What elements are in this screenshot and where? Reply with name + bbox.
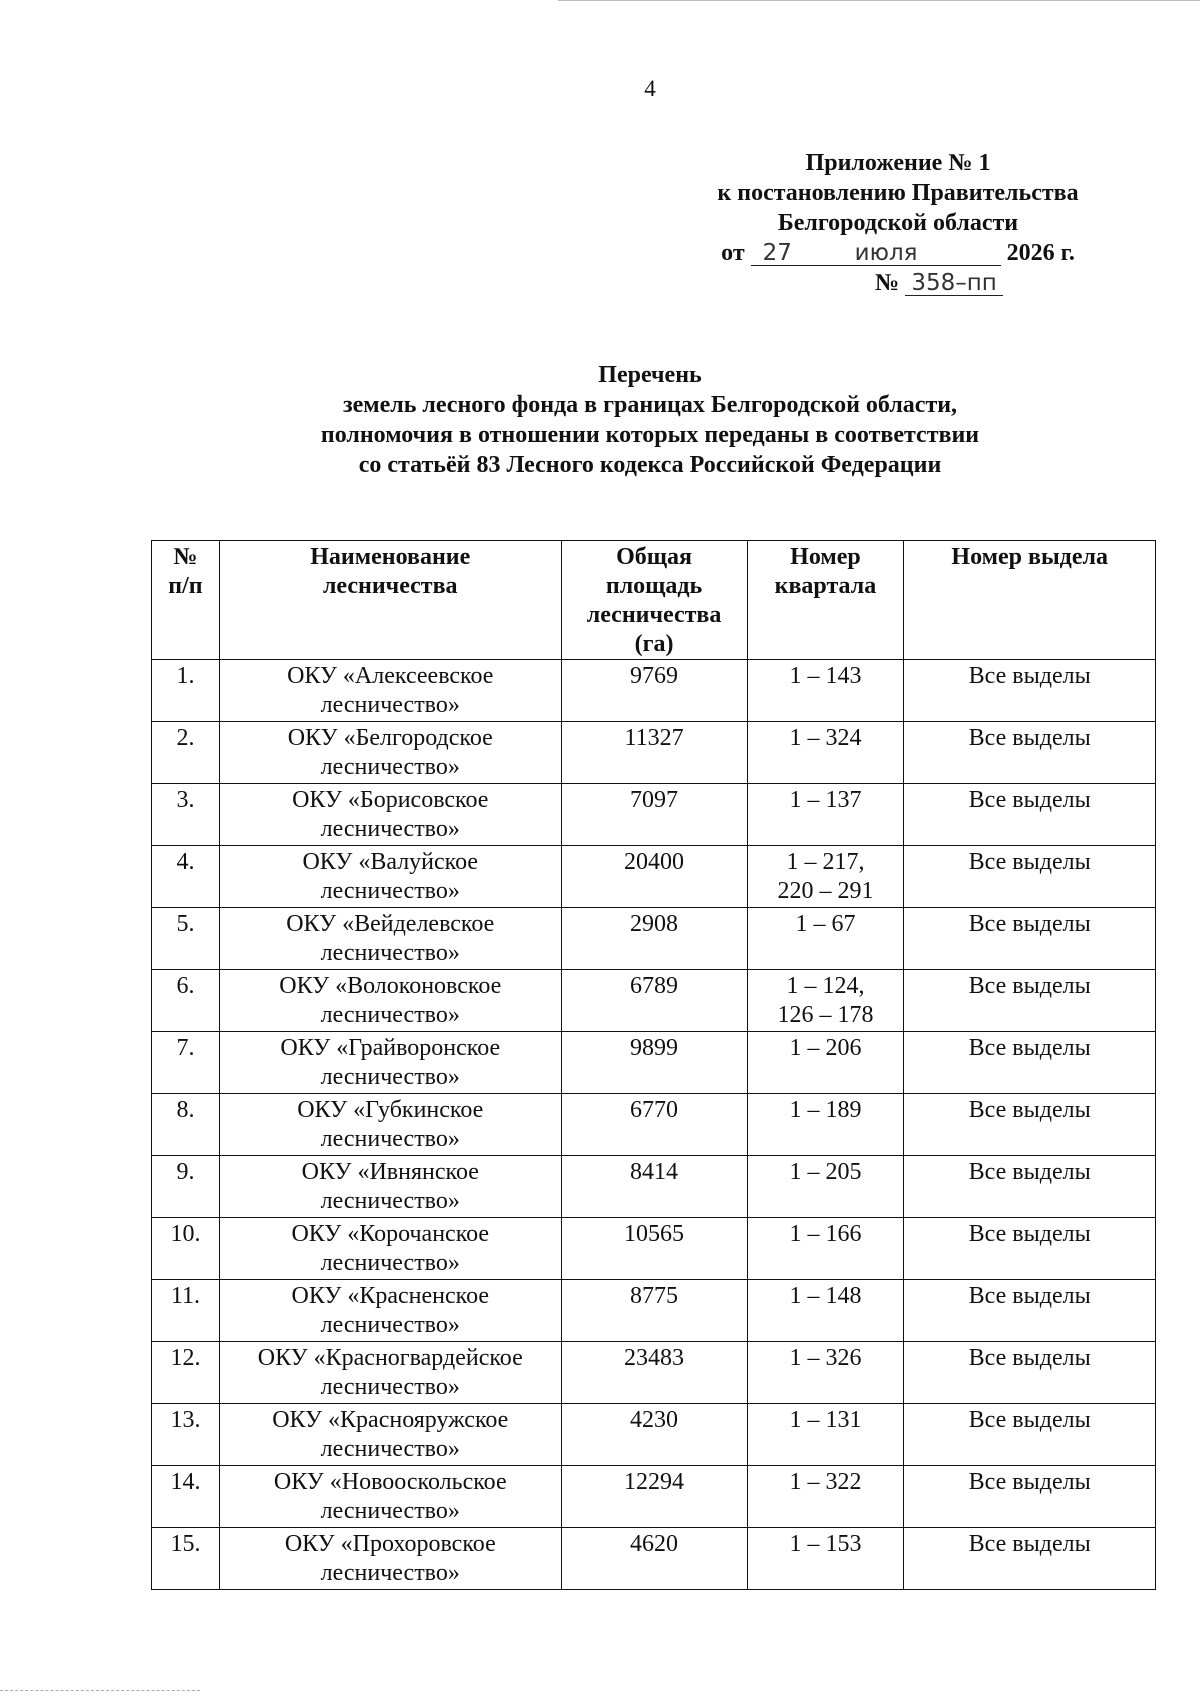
cell-text: Все выделы (968, 1531, 1091, 1557)
cell-text: Все выделы (968, 1097, 1091, 1123)
cell-allotment (904, 784, 1156, 846)
cell-name (219, 1032, 561, 1094)
cell-text: Все выделы (968, 973, 1091, 999)
title-line: земель лесного фонда в границах Белгородской области, (342, 392, 958, 418)
scan-edge-line (558, 0, 1200, 1)
cell-text: 1 – 148 (789, 1283, 862, 1309)
cell-text: Все выделы (968, 849, 1091, 875)
document-title (140, 360, 1160, 480)
cell-text: ОКУ «Грайворонское (280, 1035, 501, 1061)
cell-text: Все выделы (968, 1345, 1091, 1371)
cell-text: 9. (176, 1159, 195, 1185)
cell-text: 11327 (624, 725, 684, 751)
appendix-reference: к постановлению Правительства (717, 180, 1079, 206)
cell-text: 6789 (630, 973, 679, 999)
header-text: Номер (790, 544, 861, 570)
cell-text: лесничество» (320, 816, 460, 842)
cell-area (561, 1404, 747, 1466)
table-row (152, 1218, 1156, 1280)
cell-text: 10. (170, 1221, 201, 1247)
cell-num (152, 1156, 220, 1218)
cell-name (219, 1280, 561, 1342)
appendix-region: Белгородской области (777, 210, 1019, 236)
cell-name (219, 1094, 561, 1156)
header-text: площадь (605, 573, 703, 599)
cell-quarter (747, 1094, 904, 1156)
cell-text: 8775 (630, 1283, 679, 1309)
cell-quarter (747, 1218, 904, 1280)
cell-text: Все выделы (968, 1469, 1091, 1495)
cell-text: ОКУ «Новооскольское (273, 1469, 507, 1495)
cell-name (219, 1156, 561, 1218)
cell-text: Все выделы (968, 1159, 1091, 1185)
cell-text: 1 – 153 (789, 1531, 862, 1557)
cell-text: 10565 (624, 1221, 685, 1247)
header-text: № (173, 544, 198, 570)
cell-text: лесничество» (320, 1312, 460, 1338)
cell-quarter (747, 846, 904, 908)
cell-text: 1 – 206 (789, 1035, 862, 1061)
cell-num (152, 970, 220, 1032)
header-text: Наименование (310, 544, 471, 570)
cell-area (561, 1280, 747, 1342)
cell-allotment (904, 846, 1156, 908)
table-row (152, 722, 1156, 784)
cell-quarter (747, 1280, 904, 1342)
table-row (152, 846, 1156, 908)
cell-allotment (904, 1280, 1156, 1342)
cell-num (152, 1404, 220, 1466)
cell-name (219, 1218, 561, 1280)
cell-text: лесничество» (320, 1126, 460, 1152)
cell-allotment (904, 1466, 1156, 1528)
cell-text: 14. (170, 1469, 201, 1495)
cell-num (152, 908, 220, 970)
cell-text: 1 – 205 (789, 1159, 862, 1185)
header-allotment (904, 541, 1156, 660)
cell-allotment (904, 1528, 1156, 1590)
cell-allotment (904, 1342, 1156, 1404)
table-row (152, 1032, 1156, 1094)
cell-num (152, 1528, 220, 1590)
header-text: Номер выдела (951, 544, 1108, 570)
cell-text: лесничество» (320, 1436, 460, 1462)
header-num (152, 541, 220, 660)
cell-text: ОКУ «Ивнянское (301, 1159, 479, 1185)
header-text: квартала (774, 573, 877, 599)
cell-name (219, 1466, 561, 1528)
cell-num (152, 1466, 220, 1528)
cell-text: 1 – 124, (786, 973, 865, 999)
cell-text: ОКУ «Валуйское (302, 849, 479, 875)
cell-quarter (747, 1342, 904, 1404)
title-line: полномочия в отношении которых переданы в соответствии (320, 422, 980, 448)
table-body (152, 660, 1156, 1590)
cell-text: 1 – 324 (789, 725, 862, 751)
cell-area (561, 1218, 747, 1280)
cell-num (152, 784, 220, 846)
cell-text: 1 – 166 (789, 1221, 862, 1247)
cell-area (561, 784, 747, 846)
table-row (152, 908, 1156, 970)
cell-text: ОКУ «Волоконовское (279, 973, 502, 999)
cell-area (561, 1466, 747, 1528)
date-month: июля (833, 241, 1001, 266)
cell-area (561, 1342, 747, 1404)
header-text: Общая (616, 544, 693, 570)
table-row (152, 1528, 1156, 1590)
cell-quarter (747, 908, 904, 970)
table-row (152, 1280, 1156, 1342)
cell-area (561, 1528, 747, 1590)
table-row (152, 1466, 1156, 1528)
cell-text: 1 – 67 (795, 911, 856, 937)
cell-num (152, 1218, 220, 1280)
cell-num (152, 846, 220, 908)
cell-quarter (747, 970, 904, 1032)
cell-area (561, 846, 747, 908)
cell-text: 220 – 291 (777, 878, 874, 904)
cell-text: 12. (170, 1345, 201, 1371)
cell-text: ОКУ «Губкинское (297, 1097, 484, 1123)
cell-text: 1 – 143 (789, 663, 862, 689)
cell-text: 1 – 322 (789, 1469, 862, 1495)
page-number: 4 (644, 76, 656, 101)
table-row (152, 1404, 1156, 1466)
cell-text: 6. (176, 973, 195, 999)
cell-text: лесничество» (320, 1374, 460, 1400)
cell-allotment (904, 1032, 1156, 1094)
header-text: лесничества (586, 602, 722, 628)
cell-text: Все выделы (968, 663, 1091, 689)
cell-name (219, 660, 561, 722)
cell-area (561, 1156, 747, 1218)
cell-text: 15. (170, 1531, 201, 1557)
forestry-table (151, 540, 1156, 1590)
cell-quarter (747, 1528, 904, 1590)
header-text: п/п (168, 573, 203, 599)
cell-name (219, 784, 561, 846)
cell-text: 2. (176, 725, 195, 751)
number-value: 358–пп (905, 271, 1003, 296)
cell-text: 6770 (630, 1097, 679, 1123)
cell-text: лесничество» (320, 754, 460, 780)
cell-area (561, 970, 747, 1032)
cell-text: 4620 (630, 1531, 679, 1557)
date-prefix: от (721, 240, 745, 266)
cell-num (152, 660, 220, 722)
header-name (219, 541, 561, 660)
cell-area (561, 1032, 747, 1094)
cell-text: 1 – 189 (789, 1097, 862, 1123)
cell-name (219, 970, 561, 1032)
cell-text: 20400 (624, 849, 685, 875)
cell-text: ОКУ «Борисовское (292, 787, 489, 813)
cell-text: лесничество» (320, 1002, 460, 1028)
cell-text: 1. (176, 663, 195, 689)
table-row (152, 1156, 1156, 1218)
cell-name (219, 1528, 561, 1590)
date-year: 2026 г. (1006, 240, 1075, 266)
cell-text: лесничество» (320, 1498, 460, 1524)
cell-num (152, 1032, 220, 1094)
cell-text: Все выделы (968, 725, 1091, 751)
cell-text: 3. (176, 787, 195, 813)
cell-text: 4. (176, 849, 195, 875)
appendix-header (668, 148, 1128, 298)
appendix-date (668, 238, 1128, 268)
header-quarter (747, 541, 904, 660)
cell-text: 1 – 326 (789, 1345, 862, 1371)
table-row (152, 970, 1156, 1032)
cell-text: 9769 (630, 663, 679, 689)
cell-allotment (904, 1094, 1156, 1156)
cell-num (152, 1280, 220, 1342)
cell-text: лесничество» (320, 1188, 460, 1214)
header-area (561, 541, 747, 660)
header-text: лесничества (322, 573, 458, 599)
cell-allotment (904, 722, 1156, 784)
cell-name (219, 846, 561, 908)
cell-num (152, 1094, 220, 1156)
cell-area (561, 722, 747, 784)
cell-text: ОКУ «Красненское (291, 1283, 490, 1309)
title-line: со статьёй 83 Лесного кодекса Российской Федерации (358, 452, 942, 478)
cell-allotment (904, 970, 1156, 1032)
cell-num (152, 722, 220, 784)
scan-edge-dash (0, 1690, 200, 1691)
number-prefix: № (874, 270, 900, 296)
cell-text: 4230 (630, 1407, 679, 1433)
cell-area (561, 660, 747, 722)
cell-text: 23483 (624, 1345, 685, 1371)
cell-text: 7097 (630, 787, 679, 813)
cell-text: 13. (170, 1407, 201, 1433)
cell-area (561, 1094, 747, 1156)
cell-text: Все выделы (968, 1035, 1091, 1061)
table-row (152, 1094, 1156, 1156)
cell-allotment (904, 1404, 1156, 1466)
cell-text: Все выделы (968, 787, 1091, 813)
cell-text: Все выделы (968, 1221, 1091, 1247)
cell-text: 7. (176, 1035, 195, 1061)
header-text: (га) (634, 631, 674, 657)
cell-name (219, 1404, 561, 1466)
table-header-row (152, 541, 1156, 660)
cell-text: лесничество» (320, 1560, 460, 1586)
cell-text: 11. (170, 1283, 201, 1309)
cell-text: 1 – 131 (789, 1407, 862, 1433)
cell-text: лесничество» (320, 940, 460, 966)
table-row (152, 1342, 1156, 1404)
cell-quarter (747, 1032, 904, 1094)
cell-name (219, 1342, 561, 1404)
cell-text: лесничество» (320, 1250, 460, 1276)
cell-num (152, 1342, 220, 1404)
cell-text: 126 – 178 (777, 1002, 874, 1028)
cell-text: ОКУ «Красногвардейское (257, 1345, 523, 1371)
appendix-title: Приложение № 1 (805, 150, 991, 176)
cell-text: 8414 (630, 1159, 679, 1185)
cell-text: 12294 (624, 1469, 685, 1495)
cell-allotment (904, 1156, 1156, 1218)
cell-text: 2908 (630, 911, 679, 937)
cell-quarter (747, 784, 904, 846)
cell-text: ОКУ «Прохоровское (284, 1531, 496, 1557)
cell-text: лесничество» (320, 692, 460, 718)
cell-quarter (747, 660, 904, 722)
cell-text: Все выделы (968, 1283, 1091, 1309)
cell-name (219, 722, 561, 784)
cell-text: 9899 (630, 1035, 679, 1061)
cell-text: 5. (176, 911, 195, 937)
cell-text: лесничество» (320, 878, 460, 904)
cell-text: Все выделы (968, 911, 1091, 937)
cell-text: 1 – 217, (786, 849, 865, 875)
cell-allotment (904, 908, 1156, 970)
cell-quarter (747, 1156, 904, 1218)
cell-allotment (904, 1218, 1156, 1280)
date-day: 27 (751, 241, 833, 266)
cell-area (561, 908, 747, 970)
cell-text: Все выделы (968, 1407, 1091, 1433)
cell-text: 1 – 137 (789, 787, 862, 813)
cell-text: ОКУ «Краснояружское (272, 1407, 509, 1433)
cell-quarter (747, 1466, 904, 1528)
cell-text: 8. (176, 1097, 195, 1123)
cell-quarter (747, 722, 904, 784)
cell-name (219, 908, 561, 970)
table-row (152, 784, 1156, 846)
cell-text: ОКУ «Корочанское (291, 1221, 490, 1247)
table-row (152, 660, 1156, 722)
title-line: Перечень (598, 362, 702, 388)
cell-text: лесничество» (320, 1064, 460, 1090)
cell-quarter (747, 1404, 904, 1466)
cell-text: ОКУ «Вейделевское (286, 911, 495, 937)
cell-allotment (904, 660, 1156, 722)
cell-text: ОКУ «Алексеевское (287, 663, 494, 689)
cell-text: ОКУ «Белгородское (287, 725, 493, 751)
appendix-number (668, 268, 1128, 298)
